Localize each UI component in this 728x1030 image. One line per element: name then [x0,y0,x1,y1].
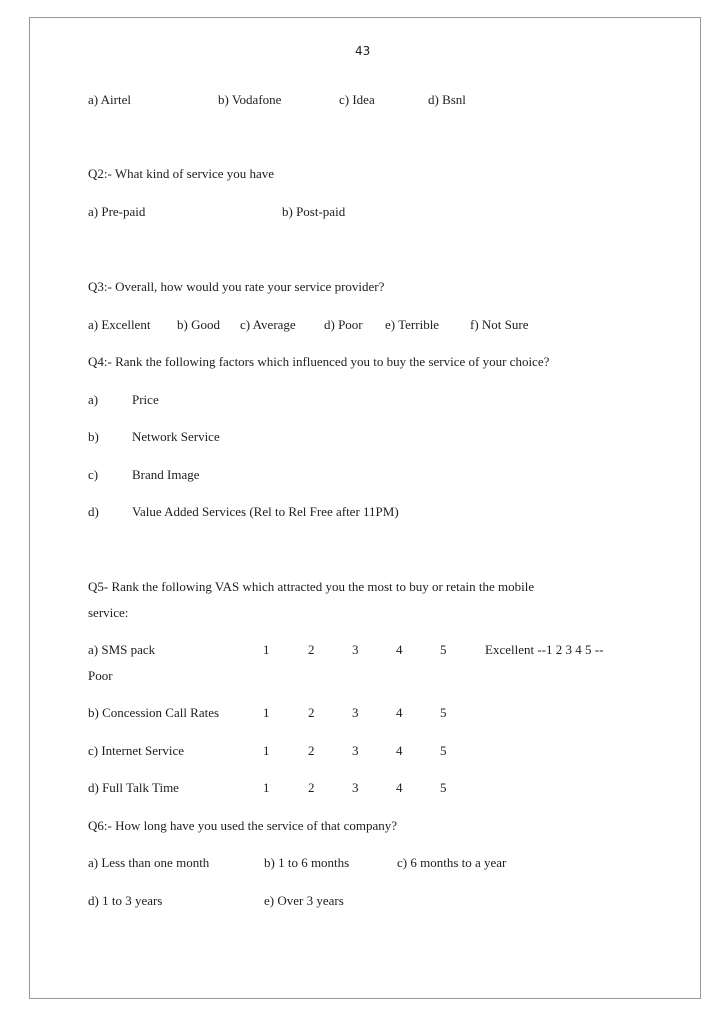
q6-option-1-to-3-years: d) 1 to 3 years [88,893,163,908]
q5-scale-5: 5 [440,743,447,758]
q4-item-price: Price [132,392,159,407]
q4-item-letter: c) [88,467,99,482]
q6-option-1-to-6-months: b) 1 to 6 months [264,855,350,870]
q4-item-vas: Value Added Services (Rel to Rel Free after 11PM) [132,504,399,519]
q5-scale-4: 4 [396,743,403,758]
q5-question-continued: service: [88,605,129,620]
q5-question: Q5- Rank the following VAS which attracted you the most to buy or retain the mobile [88,579,535,594]
q1-option-bsnl: d) Bsnl [428,92,466,107]
q2-option-postpaid: b) Post-paid [282,204,346,219]
q5-scale-2: 2 [308,780,315,795]
q5-row-concession-call-rates: b) Concession Call Rates [88,705,220,720]
q3-option-not-sure: f) Not Sure [470,317,529,332]
q3-option-excellent: a) Excellent [88,317,151,332]
q3-option-terrible: e) Terrible [385,317,440,332]
q5-scale-5: 5 [440,705,447,720]
q2-option-prepaid: a) Pre-paid [88,204,146,219]
q5-scale-3: 3 [352,705,359,720]
q5-scale-legend: Excellent --1 2 3 4 5 -- [485,642,604,657]
q5-scale-2: 2 [308,705,315,720]
q5-scale-1: 1 [263,780,270,795]
q4-item-network-service: Network Service [132,429,220,444]
q4-question: Q4:- Rank the following factors which influenced you to buy the service of your choice? [88,354,550,369]
q4-item-letter: a) [88,392,99,407]
q5-row-full-talk-time: d) Full Talk Time [88,780,179,795]
page-number: 43 [355,44,371,58]
q5-scale-5: 5 [440,642,447,657]
q5-scale-3: 3 [352,642,359,657]
q5-scale-2: 2 [308,642,315,657]
q6-option-over-3-years: e) Over 3 years [264,893,344,908]
q4-item-brand-image: Brand Image [132,467,200,482]
q5-scale-2: 2 [308,743,315,758]
q6-option-less-than-month: a) Less than one month [88,855,210,870]
q5-scale-4: 4 [396,705,403,720]
q3-question: Q3:- Overall, how would you rate your service provider? [88,279,385,294]
q5-scale-legend-end: Poor [88,668,113,683]
q4-item-letter: b) [88,429,99,444]
q1-option-airtel: a) Airtel [88,92,131,107]
q5-row-sms-pack: a) SMS pack [88,642,156,657]
q1-option-vodafone: b) Vodafone [218,92,282,107]
q4-item-letter: d) [88,504,99,519]
q3-option-average: c) Average [240,317,296,332]
q5-row-internet-service: c) Internet Service [88,743,185,758]
q5-scale-3: 3 [352,743,359,758]
q1-option-idea: c) Idea [339,92,375,107]
q6-option-6-months-to-year: c) 6 months to a year [397,855,507,870]
q5-scale-1: 1 [263,705,270,720]
q5-scale-1: 1 [263,642,270,657]
q3-option-good: b) Good [177,317,220,332]
q2-question: Q2:- What kind of service you have [88,166,275,181]
q5-scale-5: 5 [440,780,447,795]
q5-scale-3: 3 [352,780,359,795]
q5-scale-1: 1 [263,743,270,758]
q6-question: Q6:- How long have you used the service of that company? [88,818,398,833]
q5-scale-4: 4 [396,780,403,795]
q3-option-poor: d) Poor [324,317,363,332]
q5-scale-4: 4 [396,642,403,657]
